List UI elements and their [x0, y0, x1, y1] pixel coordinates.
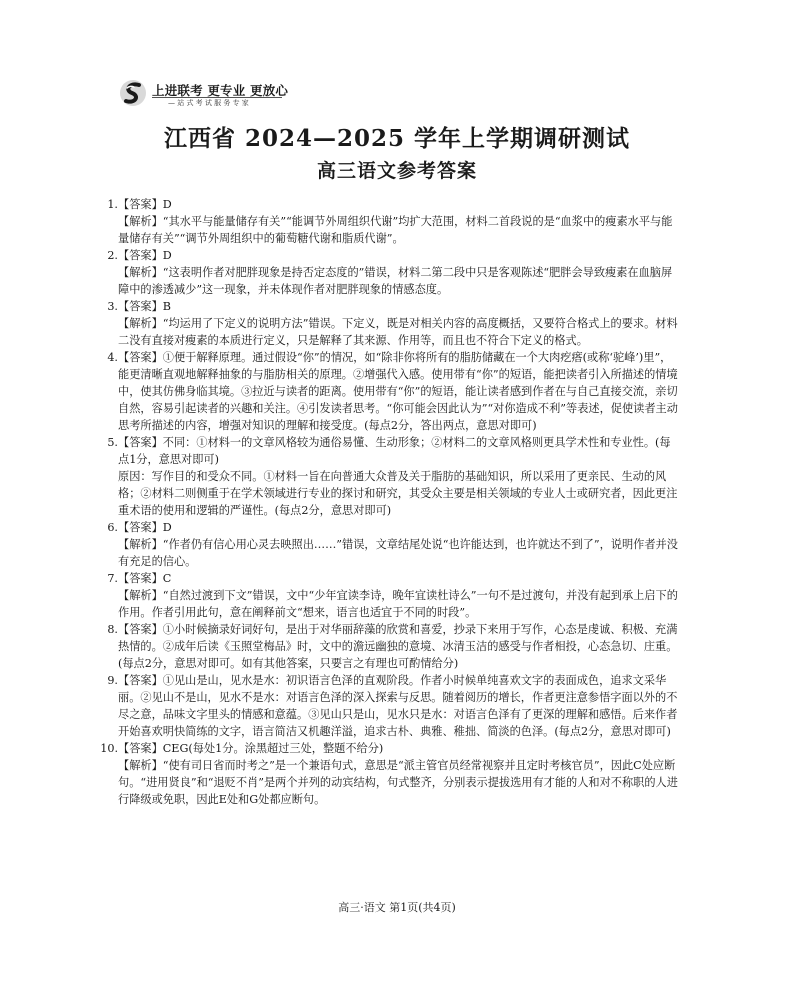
- item-answer: 【答案】①小时候摘录好词好句，是出于对华丽辞藻的欣赏和喜爱，抄录下来用于写作，心态是虔诚、积极、充满热情的。②成年后读《玉照堂梅品》时，文中的澹远幽独的意境、冰清玉洁的感受与作者相投，心态急切、庄重。(每点2分，意思对即可。如有其他答案，只要言之有理也可酌情给分): [118, 623, 678, 670]
- item-number: 4.: [107, 351, 118, 364]
- answer-list: [100, 196, 678, 808]
- item-number: 7.: [107, 572, 118, 585]
- answer-item-9: [107, 672, 678, 740]
- answer-item-1: [107, 196, 678, 247]
- item-number: 5.: [107, 436, 118, 449]
- item-number: 1.: [107, 198, 118, 211]
- item-answer: 【答案】C: [118, 572, 172, 585]
- answer-item-2: [107, 247, 678, 298]
- item-number: 8.: [107, 623, 118, 636]
- item-number: 6.: [107, 521, 118, 534]
- item-number: 9.: [107, 674, 118, 687]
- page-footer: 高三·语文 第1页(共4页): [338, 901, 456, 914]
- item-number: 3.: [107, 300, 118, 313]
- logo-slogan: 上进联考 更专业 更放心: [152, 83, 289, 98]
- swirl-s-logo-icon: [118, 78, 148, 108]
- page-subtitle: 高三语文参考答案: [316, 160, 477, 182]
- item-answer: 【答案】①见山是山，见水是水：初识语言色泽的直观阶段。作者小时候单纯喜欢文字的表面成色，追求文采华丽。②见山不是山，见水不是水：对语言色泽的深入探索与反思。随着阅历的增长，作者更注意参悟字面以外的不尽之意，品味文字里头的情感和意蕴。③见山只是山，见水只是水：对语言色泽有了更深的理解和感悟。后来作者开始喜欢明快简练的文字，语言简洁又机趣洋溢，追求古朴、典雅、稚拙、简淡的色泽。(每点2分，意思对即可): [118, 674, 678, 738]
- item-explanation: 原因：写作目的和受众不同。①材料一旨在向普通大众普及关于脂肪的基础知识，所以采用了更亲民、生动的风格；②材料二则侧重于在学术领域进行专业的探讨和研究，其受众主要是相关领域的专业人士或研究者，因此更注重术语的使用和逻辑的严谨性。(每点2分，意思对即可): [118, 470, 678, 517]
- item-explanation: 【解析】“其水平与能量储存有关”“能调节外周组织代谢”均扩大范围，材料二首段说的是“血浆中的瘦素水平与能量储存有关”“调节外周组织中的葡萄糖代谢和脂质代谢”。: [118, 215, 673, 245]
- answer-item-7: [107, 570, 678, 621]
- item-answer: 【答案】B: [118, 300, 171, 313]
- page-title: 江西省 2024—2025 学年上学期调研测试: [163, 125, 631, 152]
- item-answer: 【答案】CEG(每处1分。涂黑超过三处，整题不给分): [118, 742, 384, 755]
- answer-item-6: [107, 519, 678, 570]
- answer-item-10: [100, 740, 678, 808]
- answer-item-8: [107, 621, 678, 672]
- header-logo: [118, 78, 298, 112]
- item-explanation: 【解析】“均运用了下定义的说明方法”错误。下定义，既是对相关内容的高度概括，又要符合格式上的要求。材料二没有直接对瘦素的本质进行定义，只是解释了其来源、作用等，而且也不符合下定义的格式。: [118, 317, 678, 347]
- item-answer: 【答案】不同：①材料一的文章风格较为通俗易懂、生动形象；②材料二的文章风格则更具学术性和专业性。(每点1分，意思对即可): [118, 436, 671, 466]
- item-answer: 【答案】D: [118, 521, 172, 534]
- item-answer: 【答案】D: [118, 198, 172, 211]
- item-number: 2.: [107, 249, 118, 262]
- item-explanation: 【解析】“这表明作者对肥胖现象是持否定态度的”错误，材料二第二段中只是客观陈述“肥胖会导致瘦素在血脑屏障中的渗透减少”这一现象，并未体现作者对肥胖现象的情感态度。: [118, 266, 673, 296]
- logo-subslogan: — 站 式 考 试 服 务 专 家: [168, 99, 249, 107]
- item-number: 10.: [100, 742, 118, 755]
- answer-item-4: [107, 349, 678, 434]
- answer-item-5: [107, 434, 678, 519]
- item-explanation: 【解析】“自然过渡到下文”错误，文中“少年宜读李诗，晚年宜读杜诗么”一句不是过渡句，并没有起到承上启下的作用。作者引用此句，意在阐释前文“想来，语言也适宜于不同的时段”。: [118, 589, 678, 619]
- item-explanation: 【解析】“使有司日省而时考之”是一个兼语句式，意思是“派主管官员经常视察并且定时考核官员”，因此C处应断句。“进用贤良”和“退贬不肖”是两个并列的动宾结构，句式整齐，分别表示提拔选用有才能的人和对不称职的人进行降级或免职，因此E处和G处都应断句。: [118, 759, 678, 806]
- item-explanation: 【解析】“作者仍有信心用心灵去映照出……”错误，文章结尾处说“也许能达到，也许就达不到了”，说明作者并没有充足的信心。: [118, 538, 678, 568]
- item-answer: 【答案】①便于解释原理。通过假设“你”的情况，如“除非你将所有的脂肪储藏在一个大肉疙瘩(或称‘驼峰’)里”，能更清晰直观地解释抽象的与脂肪相关的原理。②增强代入感。使用带有“你”的短语，能把读者引入所描述的情境中，使其仿佛身临其境。③拉近与读者的距离。使用带有“你”的短语，能让读者感到作者在与自己直接交流，亲切自然，容易引起读者的兴趣和关注。④引发读者思考。“你可能会因此认为”“对你造成不利”等表述，促使读者主动思考所描述的内容，增强对知识的理解和接受度。(每点2分，答出两点，意思对即可): [118, 351, 678, 432]
- answer-item-3: [107, 298, 678, 349]
- item-answer: 【答案】D: [118, 249, 172, 262]
